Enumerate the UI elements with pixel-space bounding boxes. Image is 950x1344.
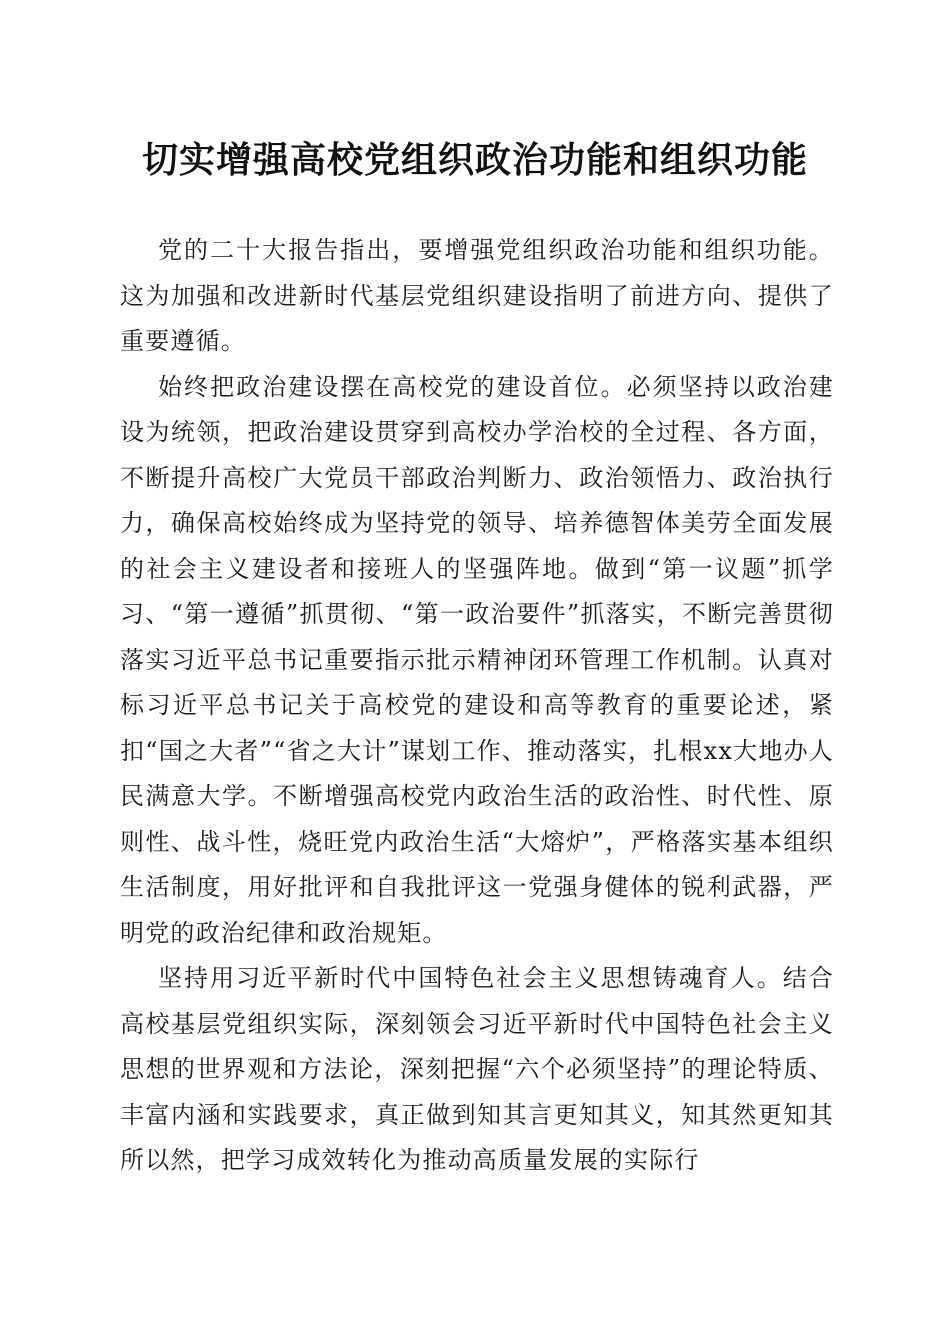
paragraph-intro: 党的二十大报告指出，要增强党组织政治功能和组织功能。这为加强和改进新时代基层党组织建设指明了前进方向、提供了重要遵循。 bbox=[120, 236, 834, 355]
document-body bbox=[120, 228, 834, 1184]
paragraph-political-construction: 始终把政治建设摆在高校党的建设首位。必须坚持以政治建设为统领，把政治建设贯穿到高校办学治校的全过程、各方面，不断提升高校广大党员干部政治判断力、政治领悟力、政治执行力，确保高校始终成为坚持党的领导、培养德智体美劳全面发展的社会主义建设者和接班人的坚强阵地。做到“第一议题”抓学习、“第一遵循”抓贯彻、“第一政治要件”抓落实，不断完善贯彻落实习近平总书记重要指示批示精神闭环管理工作机制。认真对标习近平总书记关于高校党的建设和高等教育的重要论述，紧扣“国之大者”“省之大计”谋划工作、推动落实，扎根xx大地办人民满意大学。不断增强高校党内政治生活的政治性、时代性、原则性、战斗性，烧旺党内政治生活“大熔炉”，严格落实基本组织生活制度，用好批评和自我批评这一党强身健体的锐利武器，严明党的政治纪律和政治规矩。 bbox=[120, 372, 834, 947]
document-title: 切实增强高校党组织政治功能和组织功能 bbox=[141, 139, 808, 181]
paragraph-ideology-education: 坚持用习近平新时代中国特色社会主义思想铸魂育人。结合高校基层党组织实际，深刻领会习近平新时代中国特色社会主义思想的世界观和方法论，深刻把握“六个必须坚持”的理论特质、丰富内涵和实践要求，真正做到知其言更知其义，知其然更知其所以然，把学习成效转化为推动高质量发展的实际行 bbox=[120, 964, 834, 1174]
